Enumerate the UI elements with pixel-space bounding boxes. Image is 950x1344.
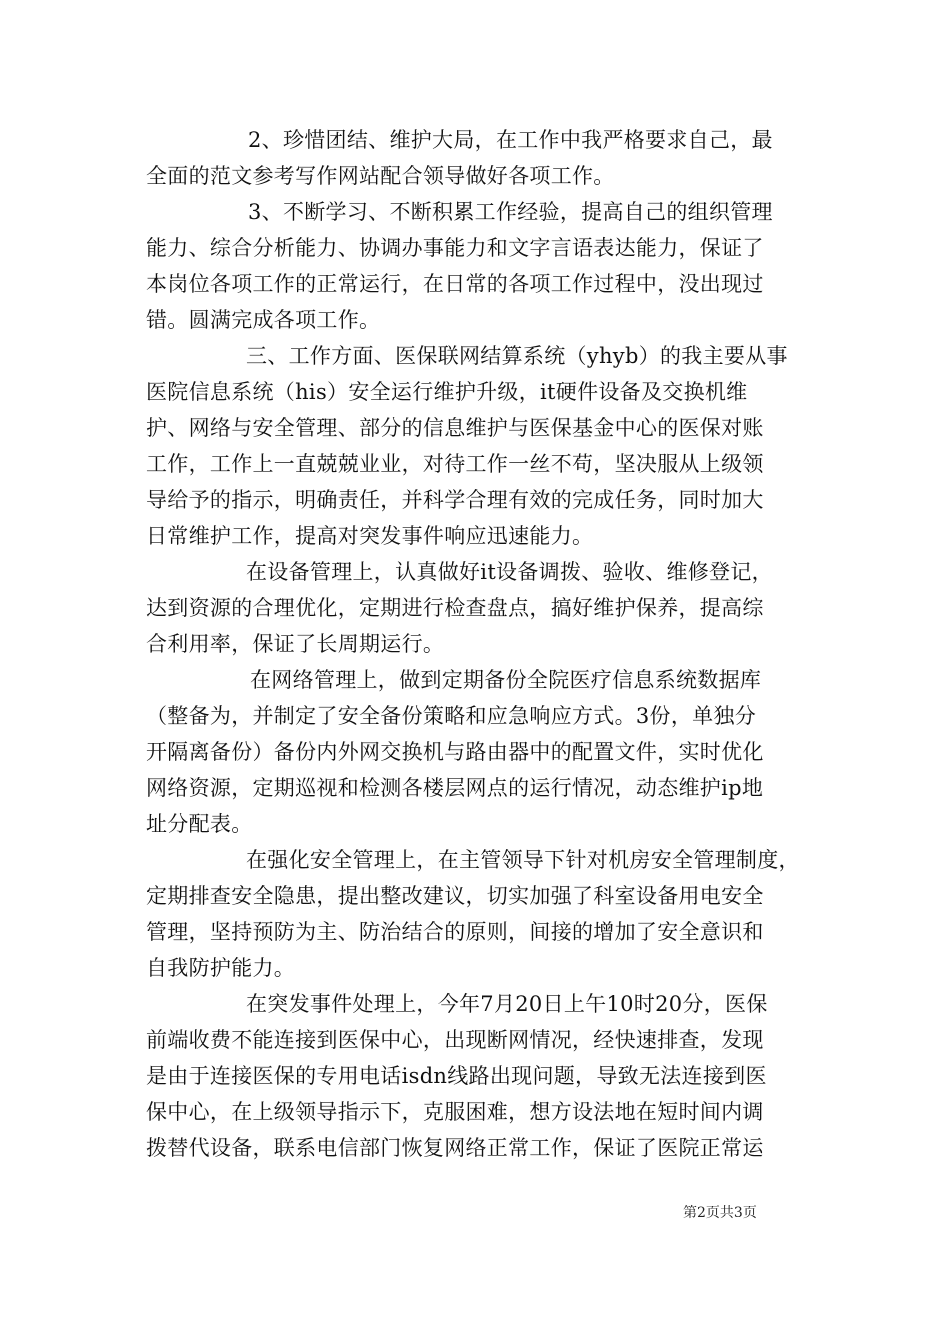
text-line: 医院信息系统（his）安全运行维护升级，it硬件设备及交换机维 — [146, 380, 748, 404]
text-line: 日常维护工作，提高对突发事件响应迅速能力。 — [146, 524, 594, 548]
text-line: 在网络管理上，做到定期备份全院医疗信息系统数据库 — [250, 668, 762, 692]
text-line: 导给予的指示，明确责任，并科学合理有效的完成任务，同时加大 — [146, 488, 764, 512]
text-line: 本岗位各项工作的正常运行，在日常的各项工作过程中，没出现过 — [146, 272, 764, 296]
text-line: 在强化安全管理上，在主管领导下针对机房安全管理制度， — [246, 848, 800, 872]
text-line: 前端收费不能连接到医保中心，出现断网情况，经快速排查，发现 — [146, 1028, 764, 1052]
text-line: 保中心，在上级领导指示下，克服困难，想方设法地在短时间内调 — [146, 1100, 764, 1124]
text-line: 工作，工作上一直兢兢业业，对待工作一丝不苟，坚决服从上级领 — [146, 452, 764, 476]
text-line: 是由于连接医保的专用电话isdn线路出现问题，导致无法连接到医 — [146, 1064, 767, 1088]
text-line: 能力、综合分析能力、协调办事能力和文字言语表达能力，保证了 — [146, 236, 764, 260]
text-line: 在设备管理上，认真做好it设备调拨、验收、维修登记， — [246, 560, 773, 584]
text-line: 拨替代设备，联系电信部门恢复网络正常工作，保证了医院正常运 — [146, 1136, 764, 1160]
text-line: 定期排查安全隐患，提出整改建议，切实加强了科室设备用电安全 — [146, 884, 764, 908]
text-line: 全面的范文参考写作网站配合领导做好各项工作。 — [146, 164, 615, 188]
text-line: （整备为，并制定了安全备份策略和应急响应方式。3份，单独分 — [146, 704, 757, 728]
text-line: 3、不断学习、不断积累工作经验，提高自己的组织管理 — [248, 200, 773, 224]
text-line: 2、珍惜团结、维护大局，在工作中我严格要求自己，最 — [248, 128, 773, 152]
text-line: 错。圆满完成各项工作。 — [146, 308, 381, 332]
text-line: 合利用率，保证了长周期运行。 — [146, 632, 445, 656]
text-line: 开隔离备份）备份内外网交换机与路由器中的配置文件，实时优化 — [146, 740, 764, 764]
text-line: 达到资源的合理优化，定期进行检查盘点，搞好维护保养，提高综 — [146, 596, 764, 620]
text-line: 护、网络与安全管理、部分的信息维护与医保基金中心的医保对账 — [146, 416, 764, 440]
text-line: 网络资源，定期巡视和检测各楼层网点的运行情况，动态维护ip地 — [146, 776, 764, 800]
page-number: 第2页共3页 — [683, 1205, 757, 1221]
text-line: 管理，坚持预防为主、防治结合的原则，间接的增加了安全意识和 — [146, 920, 764, 944]
text-line: 在突发事件处理上，今年7月20日上午10时20分，医保 — [246, 992, 768, 1016]
text-line: 三、工作方面、医保联网结算系统（yhyb）的我主要从事 — [246, 344, 788, 368]
text-line: 自我防护能力。 — [146, 956, 296, 980]
text-line: 址分配表。 — [146, 812, 253, 836]
